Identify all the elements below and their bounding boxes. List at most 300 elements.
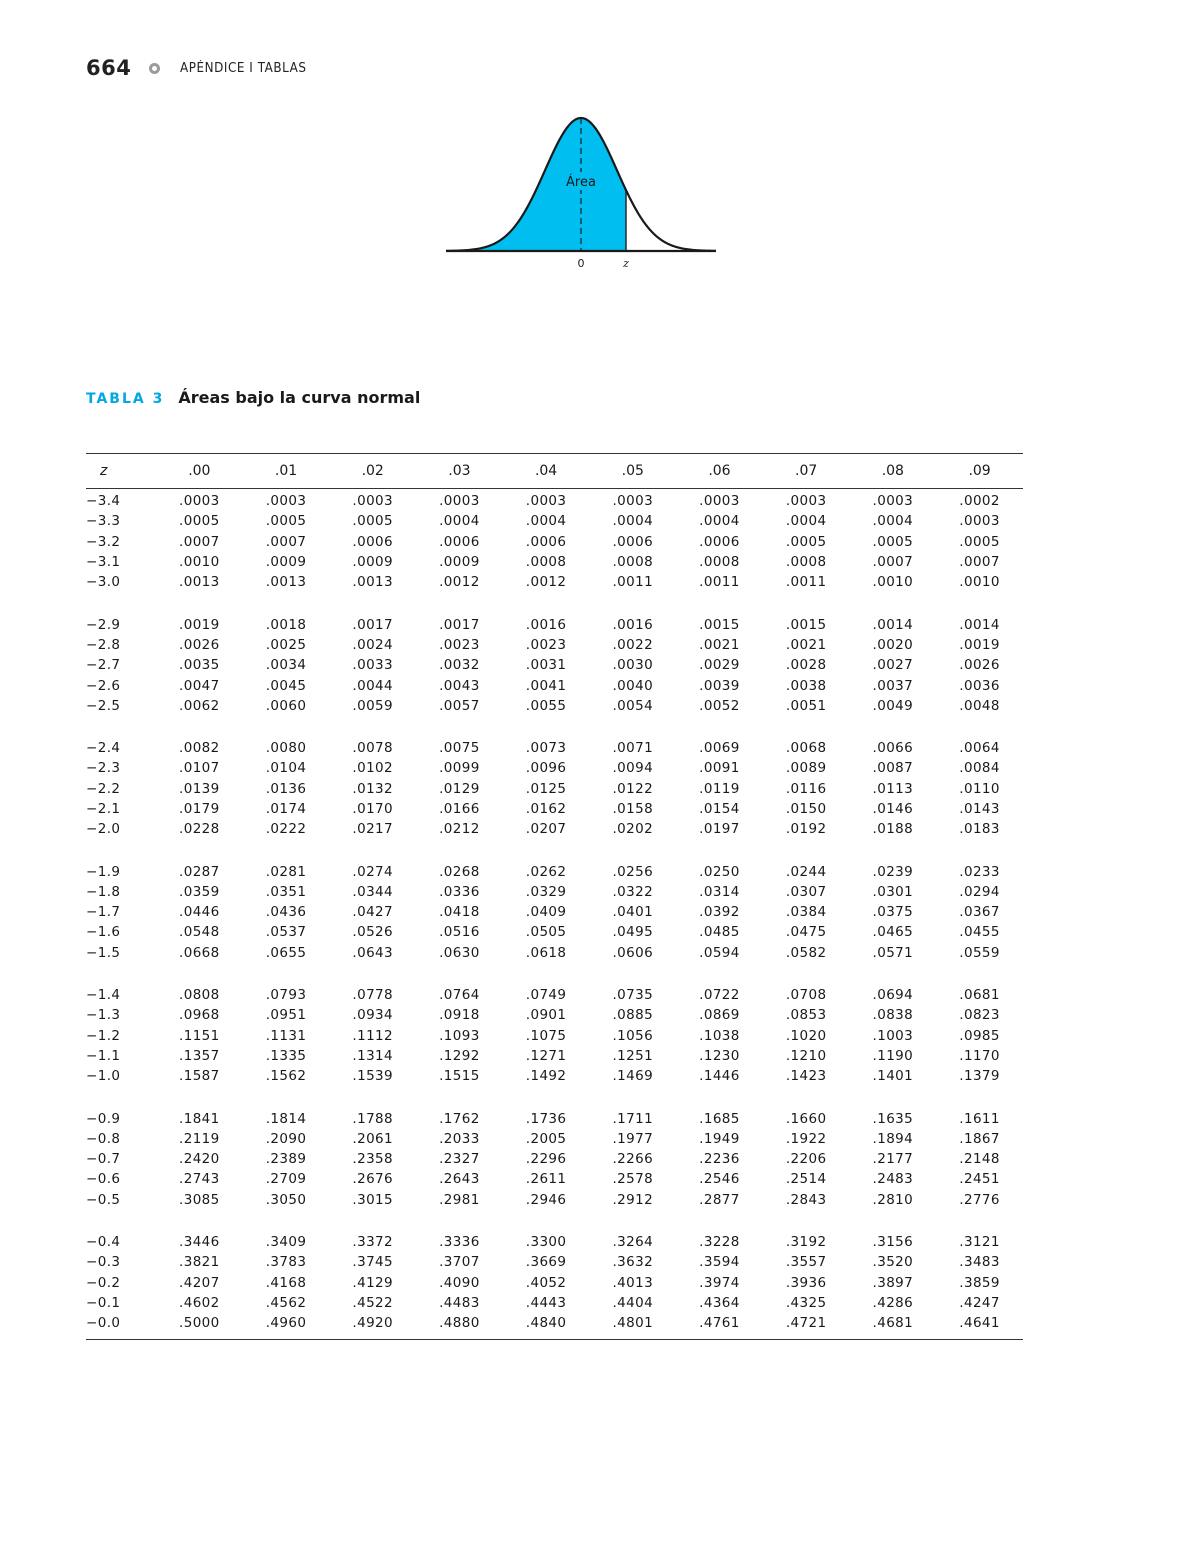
area-value-cell: .0107 (179, 760, 220, 777)
area-value-cell: .0009 (352, 554, 394, 571)
area-value-cell: .0793 (265, 987, 307, 1004)
area-value-cell: .4483 (439, 1294, 480, 1311)
column-header: .07 (795, 463, 818, 479)
area-value-cell: .0066 (872, 740, 914, 757)
z-value-cell: −3.2 (86, 533, 121, 550)
area-value-cell: .0012 (525, 574, 567, 591)
area-value-cell: .0367 (959, 904, 1000, 921)
area-value-cell: .0071 (612, 740, 654, 757)
area-value-cell: .1251 (612, 1047, 654, 1064)
area-value-cell: .0019 (179, 616, 220, 633)
page-header (86, 54, 318, 82)
area-value-cell: .0003 (179, 493, 220, 510)
area-value-cell: .0007 (179, 533, 220, 550)
area-value-cell: .0037 (872, 677, 914, 694)
area-value-cell: .0436 (265, 904, 307, 921)
area-value-cell: .1685 (699, 1110, 740, 1127)
area-value-cell: .0013 (179, 574, 220, 591)
area-value-cell: .1894 (872, 1130, 914, 1147)
area-value-cell: .0068 (785, 740, 827, 757)
area-value-cell: .0102 (352, 760, 394, 777)
area-value-cell: .0681 (959, 987, 1000, 1004)
area-value-cell: .0516 (439, 924, 480, 941)
area-value-cell: .0055 (525, 697, 567, 714)
area-value-cell: .0778 (352, 987, 394, 1004)
area-value-cell: .2546 (699, 1171, 740, 1188)
area-value-cell: .0359 (179, 883, 220, 900)
z-value-cell: −1.8 (86, 883, 121, 900)
area-value-cell: .0019 (959, 636, 1000, 653)
group-spacer (86, 716, 1023, 738)
table-caption (86, 388, 420, 407)
z-value-cell: −0.0 (86, 1315, 121, 1332)
area-value-cell: .0014 (872, 616, 914, 633)
area-value-cell: .2743 (179, 1171, 220, 1188)
area-value-cell: .0188 (872, 821, 914, 838)
area-value-cell: .2206 (785, 1151, 827, 1168)
area-value-cell: .1314 (352, 1047, 394, 1064)
area-value-cell: .0005 (959, 533, 1000, 550)
z-value-cell: −2.8 (86, 636, 121, 653)
area-value-cell: .0630 (439, 944, 480, 961)
table-row (86, 1066, 1023, 1086)
area-value-cell: .4641 (959, 1315, 1000, 1332)
area-value-cell: .0040 (612, 677, 654, 694)
area-value-cell: .0026 (959, 657, 1000, 674)
area-value-cell: .0003 (699, 493, 740, 510)
z-value-cell: −1.2 (86, 1027, 121, 1044)
column-header: .05 (621, 463, 644, 479)
area-value-cell: .0655 (265, 944, 307, 961)
z-value-cell: −0.5 (86, 1191, 121, 1208)
area-value-cell: .0003 (439, 493, 480, 510)
area-value-cell: .0418 (439, 904, 480, 921)
area-value-cell: .0212 (439, 821, 480, 838)
z-value-cell: −0.4 (86, 1234, 121, 1251)
area-value-cell: .0571 (872, 944, 914, 961)
area-value-cell: .0202 (612, 821, 654, 838)
area-value-cell: .0032 (439, 657, 480, 674)
area-value-cell: .0294 (959, 883, 1000, 900)
area-value-cell: .0207 (525, 821, 567, 838)
area-value-cell: .0170 (352, 801, 394, 817)
z-value-cell: −2.0 (86, 821, 121, 838)
table-row (86, 1293, 1023, 1313)
area-value-cell: .0006 (352, 533, 394, 550)
area-value-cell: .0594 (699, 944, 740, 961)
column-header-z: z (100, 463, 108, 479)
area-value-cell: .3192 (785, 1234, 827, 1251)
area-value-cell: .2611 (525, 1171, 567, 1188)
z-value-cell: −2.2 (86, 780, 121, 797)
table-row (86, 552, 1023, 572)
area-value-cell: .0009 (439, 554, 480, 571)
area-value-cell: .4721 (785, 1315, 827, 1332)
z-value-cell: −2.6 (86, 677, 121, 694)
area-value-cell: .0008 (785, 554, 827, 571)
area-value-cell: .0051 (785, 697, 827, 714)
area-value-cell: .0043 (439, 677, 480, 694)
table-row (86, 738, 1023, 758)
area-value-cell: .0005 (265, 513, 307, 530)
area-value-cell: .2810 (872, 1191, 914, 1208)
row-group (86, 1086, 1023, 1209)
area-value-cell: .0034 (265, 657, 307, 674)
area-value-cell: .2912 (612, 1191, 654, 1208)
area-value-cell: .0010 (179, 554, 220, 571)
area-value-cell: .0708 (785, 987, 827, 1004)
area-value-cell: .0002 (959, 493, 1000, 510)
area-value-cell: .0329 (525, 883, 567, 900)
area-value-cell: .2033 (439, 1130, 480, 1147)
table-row (86, 882, 1023, 902)
area-value-cell: .0694 (872, 987, 914, 1004)
area-value-cell: .5000 (179, 1315, 220, 1332)
area-value-cell: .0007 (265, 533, 307, 550)
area-value-cell: .0078 (352, 740, 394, 757)
area-value-cell: .1003 (872, 1027, 914, 1044)
area-value-cell: .3228 (699, 1234, 740, 1251)
area-value-cell: .0192 (785, 821, 827, 838)
row-group (86, 592, 1023, 715)
area-value-cell: .0030 (612, 657, 654, 674)
z-value-cell: −3.3 (86, 513, 121, 530)
group-spacer (86, 1210, 1023, 1232)
area-value-cell: .0113 (872, 780, 914, 797)
area-value-cell: .4681 (872, 1315, 914, 1332)
area-value-cell: .4052 (525, 1274, 567, 1291)
area-value-cell: .0082 (179, 740, 220, 757)
area-value-cell: .1977 (612, 1130, 654, 1147)
area-value-cell: .0244 (785, 863, 827, 880)
area-value-cell: .0606 (612, 944, 654, 961)
area-value-cell: .1190 (872, 1047, 914, 1064)
area-value-cell: .0012 (439, 574, 480, 591)
area-value-cell: .0054 (612, 697, 654, 714)
area-value-cell: .0024 (352, 636, 394, 653)
area-value-cell: .0197 (699, 821, 740, 838)
area-value-cell: .0015 (699, 616, 740, 633)
area-value-cell: .0314 (699, 883, 740, 900)
area-value-cell: .0287 (179, 863, 220, 880)
area-value-cell: .0968 (179, 1007, 220, 1024)
group-spacer (86, 963, 1023, 985)
area-value-cell: .0307 (785, 883, 827, 900)
area-value-cell: .4207 (179, 1274, 220, 1291)
area-value-cell: .0885 (612, 1007, 654, 1024)
area-value-cell: .4364 (699, 1294, 740, 1311)
area-value-cell: .2090 (265, 1130, 307, 1147)
z-value-cell: −0.2 (86, 1274, 121, 1291)
table-row (86, 1313, 1023, 1333)
area-value-cell: .1379 (959, 1068, 1000, 1085)
area-value-cell: .0274 (352, 863, 394, 880)
area-value-cell: .2643 (439, 1171, 480, 1188)
area-value-cell: .3085 (179, 1191, 220, 1208)
area-value-cell: .3594 (699, 1254, 740, 1271)
area-value-cell: .0256 (612, 863, 654, 880)
table-row (86, 819, 1023, 839)
area-value-cell: .3372 (352, 1234, 394, 1251)
area-value-cell: .0007 (959, 554, 1000, 571)
group-spacer (86, 1086, 1023, 1108)
area-value-cell: .2177 (872, 1151, 914, 1168)
area-value-cell: .3520 (872, 1254, 914, 1271)
area-value-cell: .4562 (265, 1294, 307, 1311)
table-row (86, 655, 1023, 675)
column-header: .00 (188, 463, 211, 479)
area-value-cell: .0003 (785, 493, 827, 510)
table-row (86, 779, 1023, 799)
group-spacer (86, 592, 1023, 614)
area-value-cell: .0069 (699, 740, 740, 757)
z-value-cell: −1.6 (86, 924, 121, 941)
spacer-cell (86, 1210, 1023, 1232)
area-value-cell: .0084 (959, 760, 1000, 777)
table-row (86, 922, 1023, 942)
normal-curve-svg (440, 108, 730, 273)
area-value-cell: .4960 (265, 1315, 307, 1332)
area-value-cell: .0004 (612, 513, 654, 530)
area-value-cell: .0020 (872, 636, 914, 653)
area-value-cell: .0006 (439, 533, 480, 550)
area-value-cell: .2981 (439, 1191, 480, 1208)
z-value-cell: −3.1 (86, 554, 121, 571)
area-value-cell: .4404 (612, 1294, 654, 1311)
area-value-cell: .4090 (439, 1274, 480, 1291)
area-value-cell: .0091 (699, 760, 740, 777)
area-value-cell: .4761 (699, 1315, 740, 1332)
area-value-cell: .0094 (612, 760, 654, 777)
column-header: .03 (448, 463, 471, 479)
area-value-cell: .0475 (785, 924, 827, 941)
area-value-cell: .0132 (352, 780, 394, 797)
spacer-cell (86, 963, 1023, 985)
z-value-cell: −1.4 (86, 987, 121, 1004)
area-value-cell: .0262 (525, 863, 567, 880)
area-value-cell: .0228 (179, 821, 220, 838)
z-value-cell: −2.5 (86, 697, 121, 714)
column-header: .08 (881, 463, 904, 479)
area-value-cell: .0139 (179, 780, 220, 797)
table-row (86, 943, 1023, 963)
area-value-cell: .0006 (612, 533, 654, 550)
area-value-cell: .0064 (959, 740, 1000, 757)
area-value-cell: .1660 (785, 1110, 827, 1127)
area-value-cell: .0010 (872, 574, 914, 591)
area-value-cell: .0301 (872, 883, 914, 900)
table-row (86, 1108, 1023, 1128)
area-value-cell: .0017 (439, 616, 480, 633)
area-value-cell: .1335 (265, 1047, 307, 1064)
area-value-cell: .0017 (352, 616, 394, 633)
area-value-cell: .2843 (785, 1191, 827, 1208)
area-value-cell: .1112 (352, 1027, 394, 1044)
area-value-cell: .2236 (699, 1151, 740, 1168)
area-value-cell: .0004 (785, 513, 827, 530)
area-value-cell: .0735 (612, 987, 654, 1004)
table-row (86, 1129, 1023, 1149)
area-value-cell: .0985 (959, 1027, 1000, 1044)
area-value-cell: .0006 (699, 533, 740, 550)
area-value-cell: .0044 (352, 677, 394, 694)
area-value-cell: .0013 (265, 574, 307, 591)
area-value-cell: .0268 (439, 863, 480, 880)
area-value-cell: .0003 (612, 493, 654, 510)
area-value-cell: .1020 (785, 1027, 827, 1044)
area-value-cell: .0384 (785, 904, 827, 921)
circle-bullet-icon (149, 63, 160, 74)
area-value-cell: .0021 (785, 636, 827, 653)
area-value-cell: .2005 (525, 1130, 567, 1147)
area-value-cell: .0104 (265, 760, 307, 777)
area-value-cell: .0015 (785, 616, 827, 633)
area-value-cell: .1469 (612, 1068, 654, 1085)
area-value-cell: .0808 (179, 987, 220, 1004)
column-header: .02 (361, 463, 384, 479)
area-label: Área (566, 175, 596, 190)
z-value-cell: −1.7 (86, 904, 121, 921)
area-value-cell: .1539 (352, 1068, 394, 1085)
area-value-cell: .3483 (959, 1254, 1000, 1271)
area-value-cell: .0008 (525, 554, 567, 571)
area-value-cell: .3336 (439, 1234, 480, 1251)
area-value-cell: .1515 (439, 1068, 480, 1085)
area-value-cell: .1562 (265, 1068, 307, 1085)
area-value-cell: .0392 (699, 904, 740, 921)
area-value-cell: .0016 (612, 616, 654, 633)
area-value-cell: .0003 (352, 493, 394, 510)
area-value-cell: .0495 (612, 924, 654, 941)
area-value-cell: .0004 (699, 513, 740, 530)
table-row (86, 799, 1023, 819)
area-value-cell: .1075 (525, 1027, 567, 1044)
area-value-cell: .3409 (265, 1234, 307, 1251)
area-value-cell: .0217 (352, 821, 394, 838)
table-row (86, 572, 1023, 592)
area-value-cell: .0143 (959, 801, 1000, 817)
area-value-cell: .0009 (265, 554, 307, 571)
area-value-cell: .4168 (265, 1274, 307, 1291)
area-value-cell: .0011 (612, 574, 654, 591)
z-value-cell: −2.1 (86, 801, 121, 817)
zero-label: 0 (577, 257, 585, 270)
area-value-cell: .3632 (612, 1254, 654, 1271)
area-value-cell: .0537 (265, 924, 307, 941)
spacer-cell (86, 839, 1023, 861)
area-value-cell: .0045 (265, 677, 307, 694)
area-value-cell: .0036 (959, 677, 1000, 694)
area-value-cell: .4013 (612, 1274, 654, 1291)
area-value-cell: .0158 (612, 801, 654, 817)
area-value-cell: .0047 (179, 677, 220, 694)
normal-distribution-table (86, 453, 1023, 1333)
area-value-cell: .0582 (785, 944, 827, 961)
area-value-cell: .0183 (959, 821, 1000, 838)
area-value-cell: .3707 (439, 1254, 480, 1271)
area-value-cell: .3121 (959, 1234, 1000, 1251)
area-value-cell: .4325 (785, 1294, 827, 1311)
column-header: .01 (274, 463, 298, 479)
area-value-cell: .3264 (612, 1234, 654, 1251)
area-value-cell: .0174 (265, 801, 307, 817)
area-value-cell: .0013 (352, 574, 394, 591)
area-value-cell: .0039 (699, 677, 740, 694)
table-row (86, 696, 1023, 716)
area-value-cell: .0014 (959, 616, 1000, 633)
table-row (86, 985, 1023, 1005)
area-value-cell: .0096 (525, 760, 567, 777)
area-value-cell: .0004 (872, 513, 914, 530)
z-value-cell: −1.3 (86, 1007, 121, 1024)
area-value-cell: .1401 (872, 1068, 914, 1085)
area-value-cell: .0052 (699, 697, 740, 714)
area-value-cell: .0018 (265, 616, 307, 633)
table-row (86, 1026, 1023, 1046)
area-value-cell: .1056 (612, 1027, 654, 1044)
area-value-cell: .2483 (872, 1171, 914, 1188)
z-value-cell: −1.1 (86, 1047, 121, 1064)
area-value-cell: .0375 (872, 904, 914, 921)
area-value-cell: .0618 (525, 944, 567, 961)
area-value-cell: .3300 (525, 1234, 567, 1251)
row-group (86, 716, 1023, 839)
z-value-cell: −0.9 (86, 1110, 121, 1127)
area-value-cell: .0021 (699, 636, 740, 653)
area-value-cell: .0073 (525, 740, 567, 757)
area-value-cell: .1635 (872, 1110, 914, 1127)
area-value-cell: .3974 (699, 1274, 740, 1291)
area-value-cell: .1867 (959, 1130, 1000, 1147)
area-value-cell: .0838 (872, 1007, 914, 1024)
area-value-cell: .3050 (265, 1191, 307, 1208)
area-value-cell: .0022 (612, 636, 654, 653)
area-value-cell: .0239 (872, 863, 914, 880)
area-value-cell: .1762 (439, 1110, 480, 1127)
area-value-cell: .3156 (872, 1234, 914, 1251)
area-value-cell: .0401 (612, 904, 654, 921)
area-value-cell: .0075 (439, 740, 480, 757)
area-value-cell: .0116 (785, 780, 827, 797)
area-value-cell: .3745 (352, 1254, 394, 1271)
area-value-cell: .0122 (612, 780, 654, 797)
area-value-cell: .4522 (352, 1294, 394, 1311)
area-value-cell: .0035 (179, 657, 220, 674)
z-value-cell: −3.0 (86, 574, 121, 591)
area-value-cell: .0505 (525, 924, 567, 941)
area-value-cell: .0136 (265, 780, 307, 797)
area-value-cell: .4286 (872, 1294, 914, 1311)
area-value-cell: .0004 (439, 513, 480, 530)
spacer-cell (86, 592, 1023, 614)
area-value-cell: .0146 (872, 801, 914, 817)
area-value-cell: .0041 (525, 677, 567, 694)
area-value-cell: .0038 (785, 677, 827, 694)
area-value-cell: .0853 (785, 1007, 827, 1024)
area-value-cell: .0918 (439, 1007, 480, 1024)
area-value-cell: .0548 (179, 924, 220, 941)
area-value-cell: .1736 (525, 1110, 567, 1127)
area-value-cell: .0344 (352, 883, 394, 900)
area-value-cell: .1711 (612, 1110, 654, 1127)
area-value-cell: .2776 (959, 1191, 1000, 1208)
area-value-cell: .0031 (525, 657, 567, 674)
area-value-cell: .4840 (525, 1315, 567, 1332)
area-value-cell: .0951 (265, 1007, 307, 1024)
area-value-cell: .0028 (785, 657, 827, 674)
z-value-cell: −3.4 (86, 493, 121, 510)
area-value-cell: .4443 (525, 1294, 567, 1311)
